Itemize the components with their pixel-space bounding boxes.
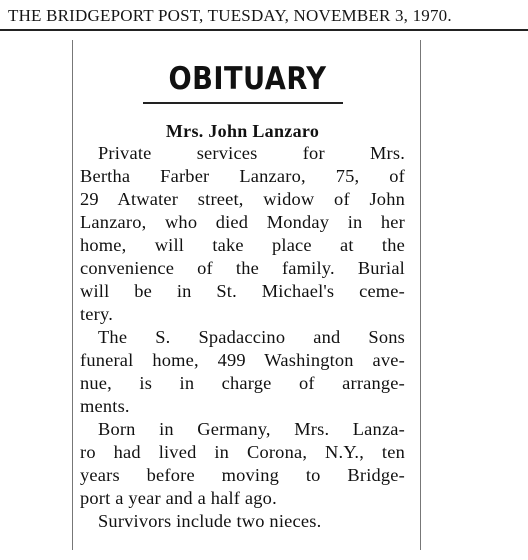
paragraph-line: Private services for Mrs. xyxy=(98,143,405,163)
article-paragraph xyxy=(80,510,405,533)
section-heading: OBITUARY xyxy=(168,61,327,97)
paragraph-line: Bertha Farber Lanzaro, 75, of xyxy=(80,166,405,186)
heading-divider xyxy=(143,102,343,104)
column-rule-right xyxy=(420,40,421,550)
article-paragraph xyxy=(80,142,405,326)
paragraph-line: years before moving to Bridge- xyxy=(80,465,405,485)
deceased-name: Mrs. John Lanzaro xyxy=(165,121,320,141)
paragraph-line: tery. xyxy=(80,304,113,324)
masthead-divider xyxy=(0,29,528,31)
article-paragraph xyxy=(80,418,405,510)
paragraph-line: 29 Atwater street, widow of John xyxy=(80,189,405,209)
paragraph-line: funeral home, 499 Washington ave- xyxy=(80,350,405,370)
paragraph-line: Born in Germany, Mrs. Lanza- xyxy=(98,419,405,439)
paragraph-line: ments. xyxy=(80,396,130,416)
paragraph-line: port a year and a half ago. xyxy=(80,488,277,508)
column-rule-left xyxy=(72,40,73,550)
masthead: THE BRIDGEPORT POST, TUESDAY, NOVEMBER 3, 1970. xyxy=(8,6,452,25)
paragraph-line: ro had lived in Corona, N.Y., ten xyxy=(80,442,405,462)
paragraph-line: The S. Spadaccino and Sons xyxy=(98,327,405,347)
paragraph-line: Lanzaro, who died Monday in her xyxy=(80,212,405,232)
paragraph-line: home, will take place at the xyxy=(80,235,405,255)
article-paragraph xyxy=(80,326,405,418)
paragraph-line: nue, is in charge of arrange- xyxy=(80,373,405,393)
paragraph-line: Survivors include two nieces. xyxy=(98,511,322,531)
paragraph-line: will be in St. Michael's ceme- xyxy=(80,281,405,301)
paragraph-line: convenience of the family. Burial xyxy=(80,258,405,278)
article-body xyxy=(80,142,405,533)
obituary-clipping xyxy=(80,60,405,533)
